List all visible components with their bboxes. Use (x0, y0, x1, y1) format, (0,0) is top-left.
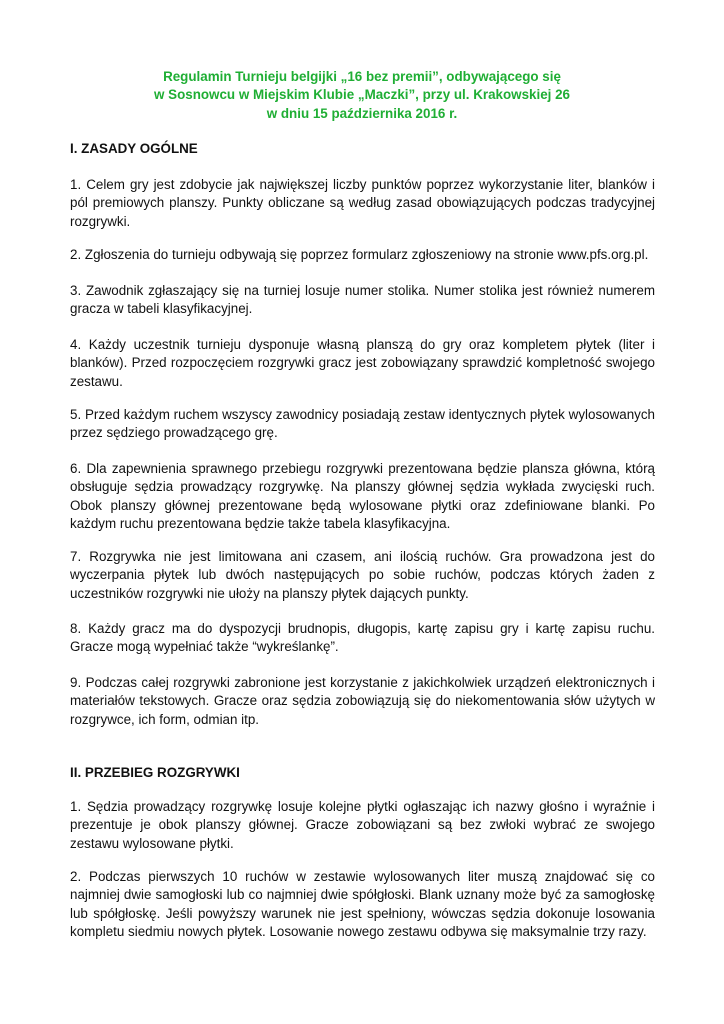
rule-1-3: 3. Zawodnik zgłaszający się na turniej losuje numer stolika. Numer stolika jest również numerem gracza w tabeli klasyfikacyjnej. (70, 283, 655, 317)
rule-1-1: 1. Celem gry jest zdobycie jak największej liczby punktów poprzez wykorzystanie liter, blanków i pól premiowych planszy. Punkty obliczane są według zasad obowiązujących podczas tradycyjnej rozgrywki. (70, 177, 655, 229)
document-title (70, 68, 654, 123)
rule-1-5: 5. Przed każdym ruchem wszyscy zawodnicy posiadają zestaw identycznych płytek wylosowanych przez sędziego prowadzącego grę. (70, 407, 655, 441)
rule-1-6: 6. Dla zapewnienia sprawnego przebiegu rozgrywki prezentowana będzie plansza główna, którą obsługuje sędzia prowadzący rozgrywkę. Na planszy głównej sędzia wykłada zwycięski ruch. Obok planszy głównej prezentowane będą wylosowane płytki oraz zdefiniowane blanki. Po każdym ruchu prezentowana będzie także tabela klasyfikacyjna. (70, 461, 655, 532)
rule-1-7: 7. Rozgrywka nie jest limitowana ani czasem, ani ilością ruchów. Gra prowadzona jest do wyczerpania płytek lub dwóch następujących po sobie ruchów, podczas których żaden z uczestników rozgrywki nie ułoży na planszy płytek dających punkty. (70, 549, 655, 601)
title-line-3: w dniu 15 października 2016 r. (266, 105, 458, 121)
rule-2-2: 2. Podczas pierwszych 10 ruchów w zestawie wylosowanych liter muszą znajdować się co najmniej dwie samogłoski lub co najmniej dwie spółgłoski. Blank uznany może być za samogłoskę lub spółgłoskę. Jeśli powyższy warunek nie jest spełniony, wówczas sędzia dokonuje losowania kompletu siedmiu nowych płytek. Losowanie nowego zestawu odbywa się maksymalnie trzy razy. (70, 869, 655, 940)
title-line-1: Regulamin Turnieju belgijki „16 bez premii”, odbywającego się (163, 69, 561, 84)
rule-1-9: 9. Podczas całej rozgrywki zabronione jest korzystanie z jakichkolwiek urządzeń elektronicznych i materiałów tekstowych. Gracze oraz sędzia zobowiązują się do niekomentowania słów użytych w rozgrywce, ich form, odmian itp. (70, 675, 655, 727)
section-heading-game-flow: II. PRZEBIEG ROZGRYWKI (70, 765, 240, 780)
rule-1-2: 2. Zgłoszenia do turnieju odbywają się poprzez formularz zgłoszeniowy na stronie www.pfs.org.pl. (70, 247, 649, 262)
rule-2-1: 1. Sędzia prowadzący rozgrywkę losuje kolejne płytki ogłaszając ich nazwy głośno i wyraźnie i prezentuje je obok planszy głównej. Gracze zobowiązani są bez zwłoki wybrać ze swojego zestawu wylosowane płytki. (70, 799, 655, 851)
rule-1-4: 4. Każdy uczestnik turnieju dysponuje własną planszą do gry oraz kompletem płytek (liter i blanków). Przed rozpoczęciem rozgrywki gracz jest zobowiązany sprawdzić kompletność swojego zestawu. (70, 337, 655, 389)
section-heading-general-rules: I. ZASADY OGÓLNE (70, 141, 198, 156)
rule-1-8: 8. Każdy gracz ma do dyspozycji brudnopis, długopis, kartę zapisu gry i kartę zapisu ruchu. Gracze mogą wypełniać także “wykreślankę”. (70, 621, 655, 655)
title-line-2: w Sosnowcu w Miejskim Klubie „Maczki”, przy ul. Krakowskiej 26 (154, 87, 570, 103)
